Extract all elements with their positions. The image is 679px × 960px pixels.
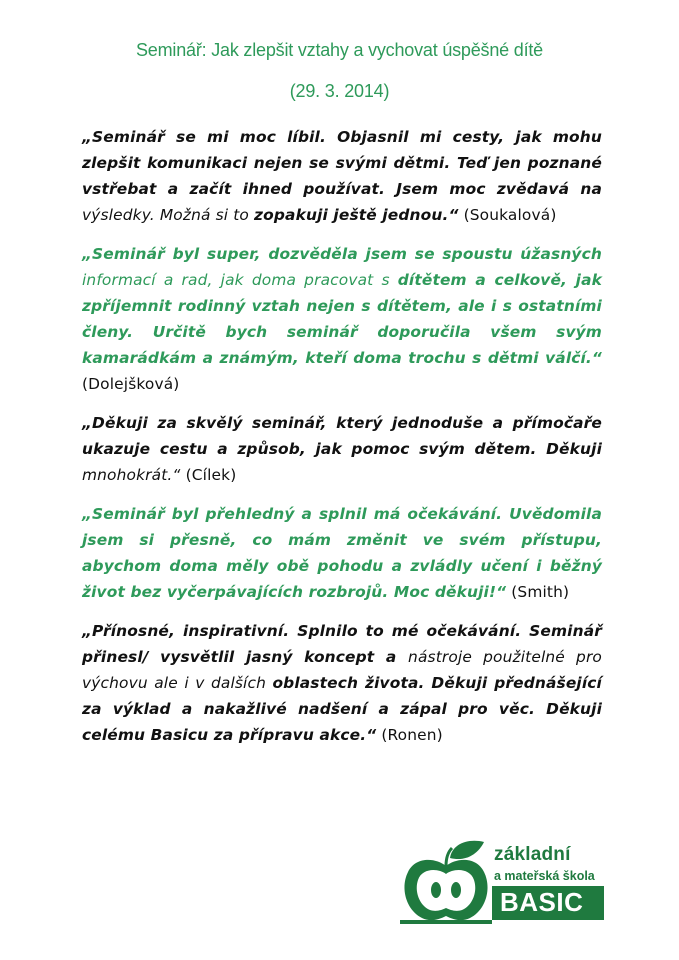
quote-text-segment: „Seminář byl super, dozvěděla jsem se spoustu úžasných bbox=[82, 245, 602, 263]
page-title: Seminář: Jak zlepšit vztahy a vychovat úspěšné dítě bbox=[135, 40, 543, 60]
page-date: (29. 3. 2014) bbox=[289, 81, 390, 101]
quote-author: (Smith) bbox=[506, 583, 570, 601]
logo-line-2: a mateřská škola bbox=[494, 869, 595, 883]
quote-text-segment: oblastech života. Děkuji přednášející za výklad a nakažlivé nadšení a zápal pro věc. Děkuji celému Basicu za přípravu akce.“ bbox=[82, 674, 602, 744]
quote-text-segment: výsledky. Možná si to bbox=[82, 206, 255, 224]
quote-author: (Cílek) bbox=[180, 466, 237, 484]
quote-text-segment: „Seminář se mi moc líbil. Objasnil mi cesty, jak mohu zlepšit komunikaci nejen se svými dětmi. Teď jen poznané vstřebat a začít ihned používat. Jsem moc zvědavá na bbox=[82, 128, 602, 198]
quote-author: (Ronen) bbox=[376, 726, 443, 744]
apple-face-icon bbox=[400, 836, 492, 924]
quote-text-segment: „Seminář byl přehledný a splnil má očekávání. Uvědomila jsem si přesně, co mám změnit ve svém přístupu, abychom doma měly obě pohodu a zvládly učení i běžný život bez vyčerpávajících rozbrojů. Moc děkuji!“ bbox=[82, 505, 602, 601]
quote-author: (Dolejšková) bbox=[82, 375, 180, 393]
school-logo bbox=[400, 836, 605, 924]
quote-text-segment: zopakuji ještě jednou.“ bbox=[254, 206, 459, 224]
quote-text-segment: informací a rad, jak doma pracovat s bbox=[82, 271, 398, 289]
quote-text-segment: mnohokrát.“ bbox=[82, 466, 181, 484]
quote-text-segment: „Děkuji za skvělý seminář, který jednoduše a přímočaře ukazuje cestu a způsob, jak pomoc svým dětem. Děkuji bbox=[82, 414, 602, 458]
testimonial-quote bbox=[82, 501, 602, 605]
testimonial-quote bbox=[82, 124, 602, 228]
logo-line-1: základní bbox=[494, 844, 571, 865]
quote-author: (Soukalová) bbox=[458, 206, 557, 224]
quote-text-segment: dítětem a celkově, jak zpříjemnit rodinný vztah nejen s dítětem, ale i s ostatními členy. Určitě bych seminář doporučila všem svým kamarádkám a známým, kteří doma trochu s dětmi válčí.“ bbox=[82, 271, 602, 367]
quote-text-segment: nástroje použitelné pro výchovu ale i v dalších bbox=[82, 648, 602, 692]
quote-text-segment: „Přínosné, inspirativní. Splnilo to mé očekávání. Seminář přinesl/ vysvětlil jasný koncept a bbox=[82, 622, 602, 666]
testimonials-list bbox=[82, 124, 602, 761]
testimonial-quote bbox=[82, 410, 602, 488]
testimonial-quote bbox=[82, 241, 602, 397]
logo-line-3: BASIC bbox=[500, 887, 584, 917]
testimonial-quote bbox=[82, 618, 602, 748]
